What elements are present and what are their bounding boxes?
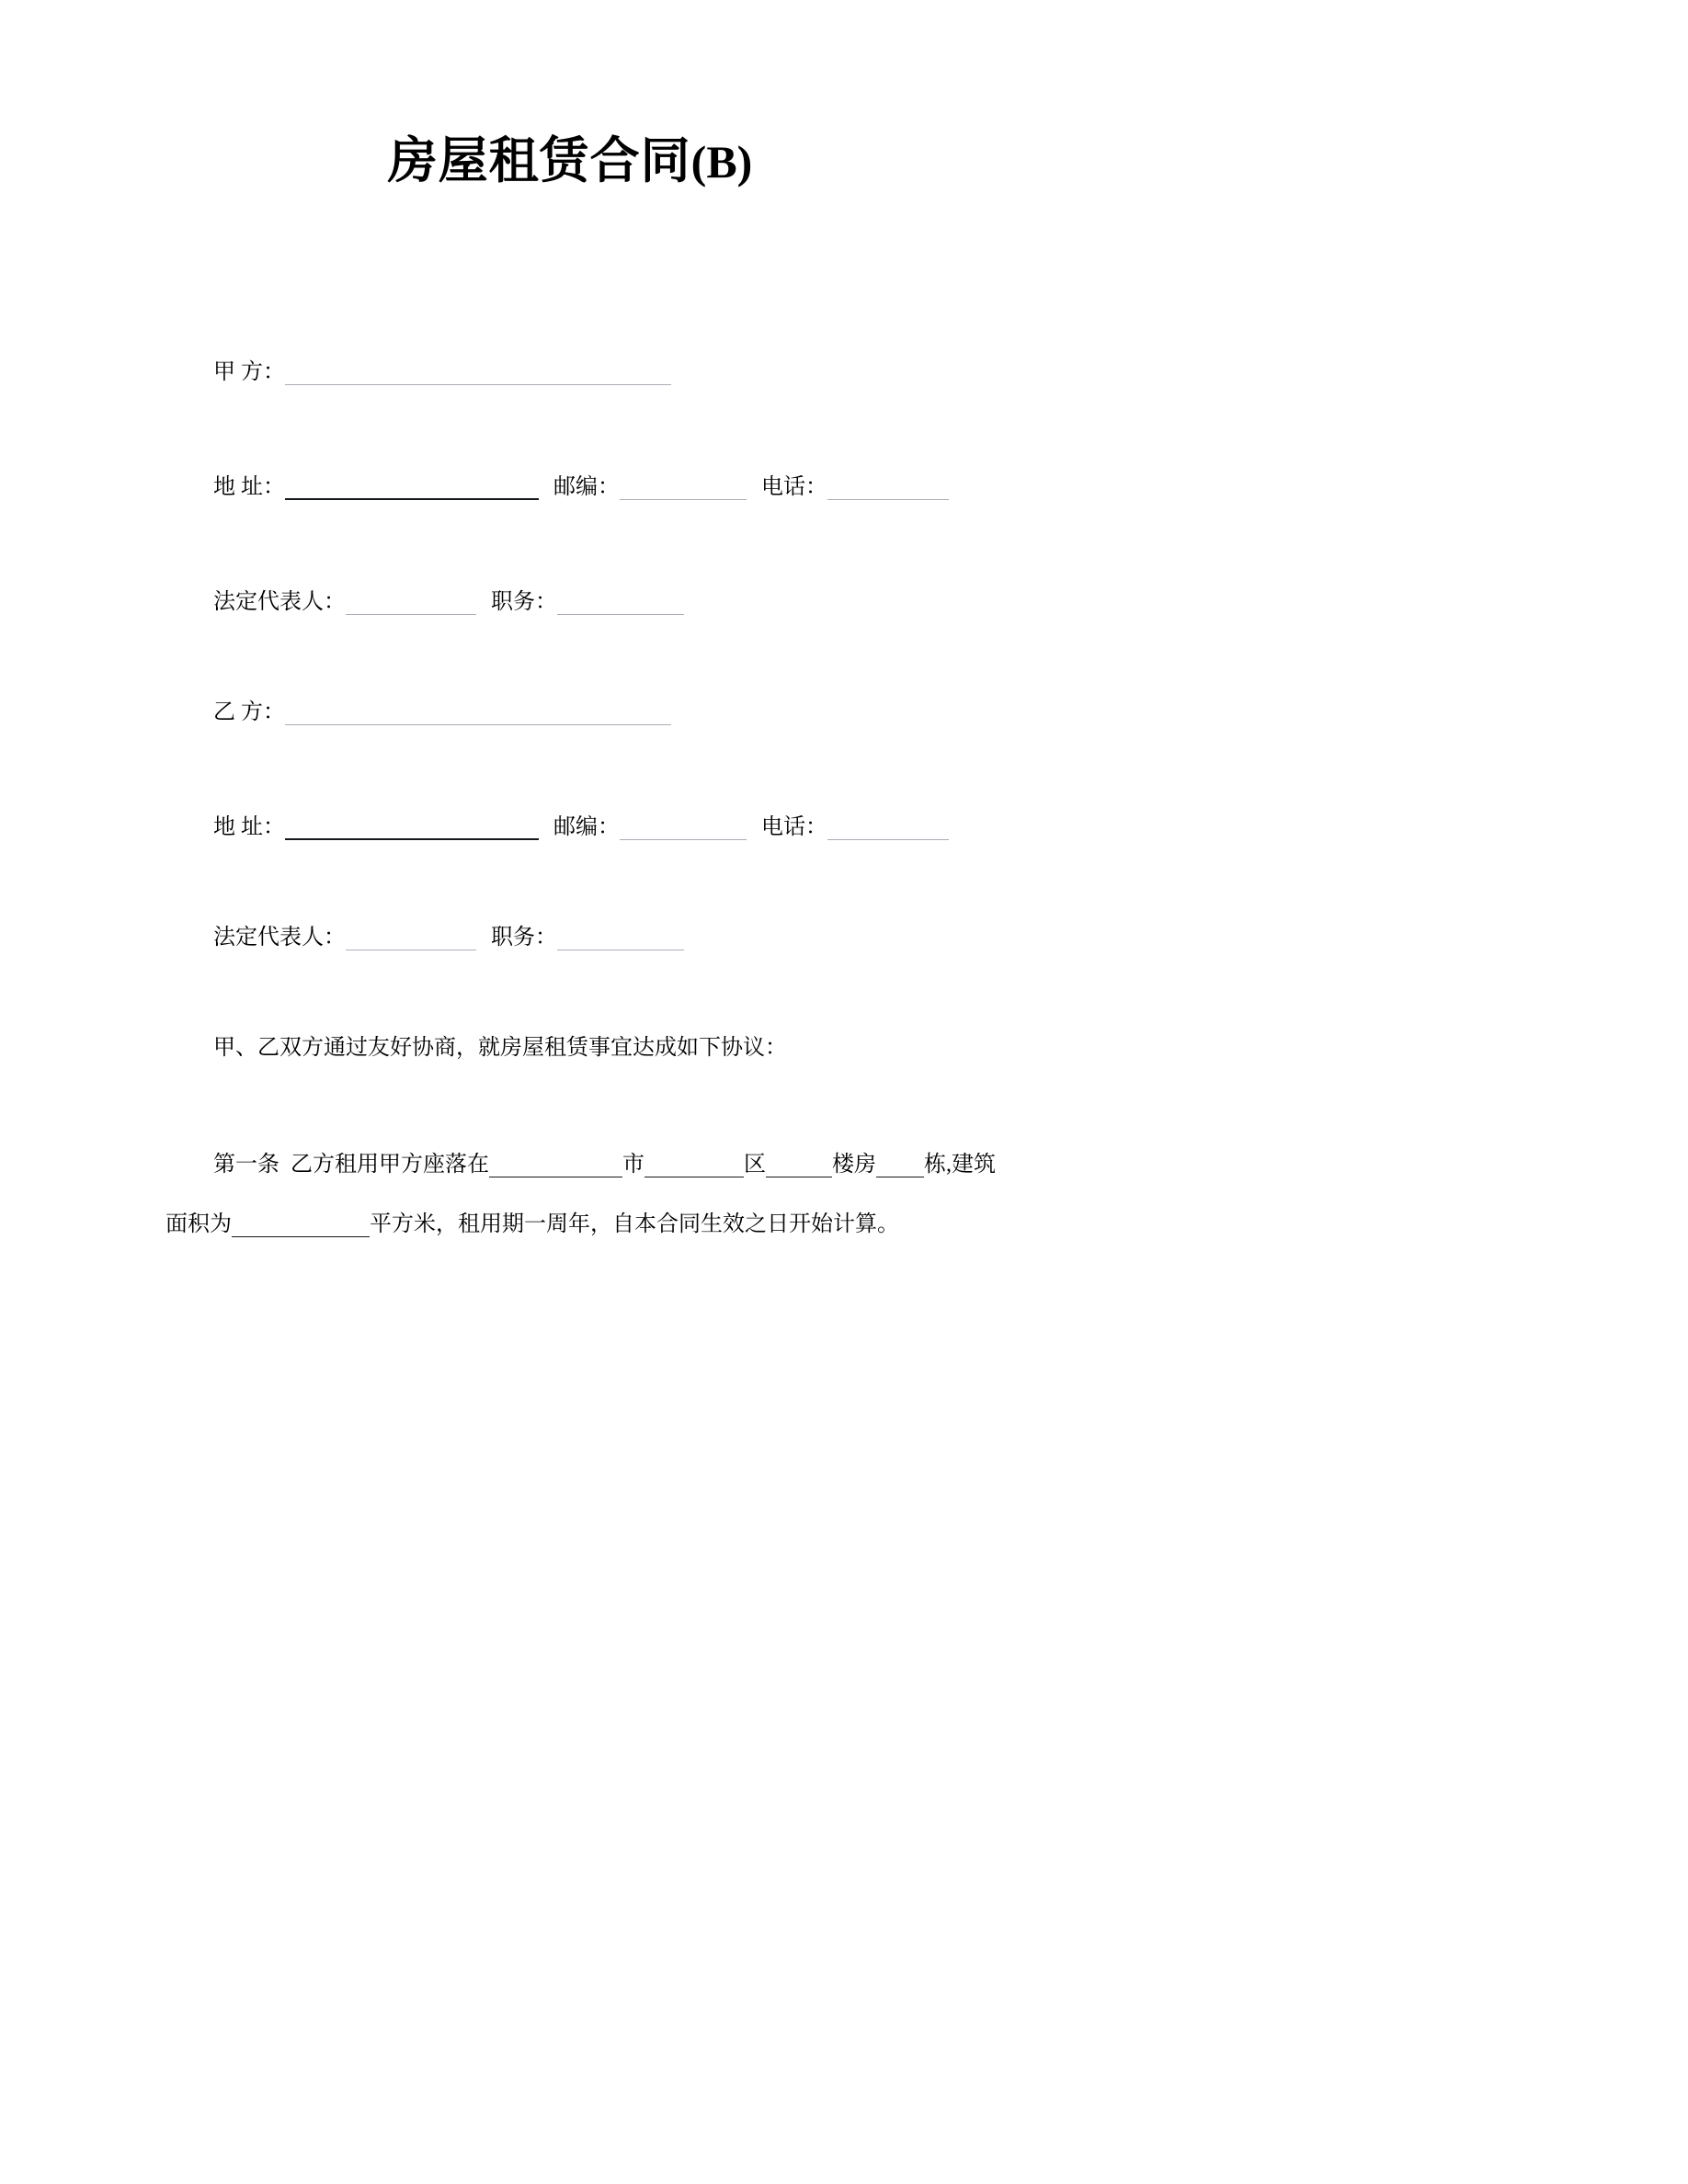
article1-district-label: 区	[744, 1153, 766, 1177]
party-a-postal-blank	[620, 472, 747, 500]
party-a-position-blank	[557, 586, 684, 615]
phone-label: 电话：	[761, 475, 827, 499]
party-b-position-blank	[557, 922, 684, 950]
legal-rep-label: 法定代表人：	[213, 590, 346, 614]
party-b-row	[213, 696, 671, 729]
district-blank	[644, 1149, 744, 1177]
party-a-address-blank	[285, 471, 539, 500]
address-label: 地 址：	[213, 815, 285, 839]
address-label: 地 址：	[213, 475, 285, 499]
article1-line2	[165, 1208, 899, 1241]
intro-text: 甲、乙双方通过友好协商，就房屋租赁事宜达成如下协议：	[213, 1036, 787, 1060]
title-main: 房屋租赁合同	[387, 133, 691, 188]
party-a-row	[213, 356, 671, 389]
party-b-address-row	[213, 811, 949, 844]
party-a-legal-rep-row	[213, 586, 684, 619]
party-b-legal-rep-blank	[346, 922, 476, 950]
position-label: 职务：	[491, 590, 557, 614]
article1-city-label: 市	[622, 1153, 644, 1177]
title-suffix: (B)	[690, 136, 753, 188]
party-a-address-row	[213, 471, 949, 504]
position-label: 职务：	[491, 926, 557, 950]
party-b-phone-blank	[827, 812, 949, 840]
city-blank	[489, 1149, 622, 1177]
party-b-legal-rep-row	[213, 921, 684, 954]
article1-lead: 第一条 乙方租用甲方座落在	[213, 1153, 489, 1177]
party-a-legal-rep-blank	[346, 586, 476, 615]
party-b-label: 乙 方：	[213, 700, 285, 724]
postal-label: 邮编：	[553, 815, 620, 839]
building-blank	[766, 1149, 832, 1177]
intro-paragraph	[213, 1031, 787, 1064]
party-b-name-blank	[285, 697, 671, 725]
party-b-address-blank	[285, 811, 539, 840]
party-a-name-blank	[285, 357, 671, 385]
legal-rep-label: 法定代表人：	[213, 926, 346, 950]
page-title	[165, 121, 975, 192]
phone-label: 电话：	[761, 815, 827, 839]
area-blank	[232, 1209, 370, 1237]
article1-area-label: 面积为	[165, 1212, 232, 1236]
block-blank	[876, 1149, 924, 1177]
party-b-postal-blank	[620, 812, 747, 840]
article1-block-label: 栋,建筑	[924, 1153, 996, 1177]
article1-building-label: 楼房	[832, 1153, 876, 1177]
party-a-phone-blank	[827, 472, 949, 500]
postal-label: 邮编：	[553, 475, 620, 499]
party-a-label: 甲 方：	[213, 360, 285, 384]
article1-line1	[213, 1148, 996, 1181]
article1-tail: 平方米，租用期一周年，自本合同生效之日开始计算。	[370, 1212, 899, 1236]
